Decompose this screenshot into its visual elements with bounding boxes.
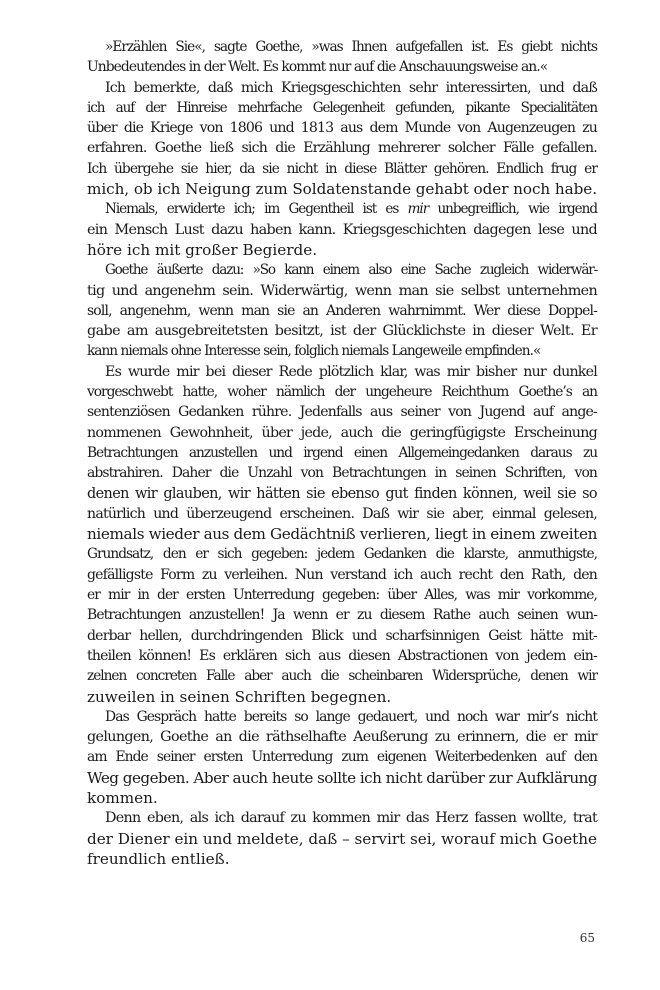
text-line: Das Gespräch hatte bereits so lange gedauert, und noch war mir’s nicht [105, 708, 597, 725]
text-line: er mir in der ersten Unterredung gegeben: über Alles, was mir vorkomme, [87, 587, 597, 604]
paragraph [87, 808, 597, 869]
text-line: tig und angenehm sein. Widerwärtig, wenn man sie selbst unternehmen [87, 282, 597, 299]
page-number: 65 [579, 931, 595, 945]
text-line: soll, angenehm, wenn man sie an Anderen wahrnimmt. Wer diese Doppel- [87, 302, 597, 319]
text-line: mich, ob ich Neigung zum Soldatenstande gehabt oder noch habe. [87, 180, 597, 199]
text-line: Es wurde mir bei dieser Rede plötzlich klar, was mir bisher nur dunkel [105, 363, 597, 380]
text-line: gefälligste Form zu verleihen. Nun verstand ich auch recht den Rath, den [87, 566, 597, 583]
text-line: sentenziösen Gedanken rühre. Jedenfalls aus seiner von Jugend auf ange- [87, 404, 597, 421]
text-line: derbar hellen, durchdringenden Blick und scharfsinnigen Geist hätte mit- [87, 627, 597, 644]
emphasis: mir [407, 201, 429, 218]
paragraph [87, 78, 597, 200]
text-line: über die Kriege von 1806 und 1813 aus dem Munde von Augenzeugen zu [87, 120, 597, 137]
text-line: vorgeschwebt hatte, woher nämlich der ungeheure Reichthum Goethe’s an [87, 384, 597, 401]
text-line: ein Mensch Lust dazu haben kann. Kriegsgeschichten dagegen lese und [87, 221, 597, 238]
text-line: ich auf der Hinreise mehrfache Gelegenheit gefunden, pikante Specialitäten [87, 99, 597, 116]
paragraph [87, 362, 597, 707]
text-line: Ich übergehe sie hier, da sie nicht in diese Blätter gehören. Endlich frug er [87, 160, 597, 177]
text-line: erfahren. Goethe ließ sich die Erzählung mehrerer solcher Fälle gefallen. [87, 140, 597, 157]
text-line: gelungen, Goethe an die räthselhafte Aeußerung zu erinnern, die er mir [87, 729, 597, 746]
paragraph [87, 37, 597, 78]
text-line: zuweilen in seinen Schriften begegnen. [87, 687, 392, 706]
text-line: Betrachtungen anzustellen und irgend einen Allgemeingedanken daraus zu [87, 444, 597, 461]
text-line: Denn eben, als ich darauf zu kommen mir das Herz fassen wollte, trat [105, 810, 597, 827]
text-line: am Ende seiner ersten Unterredung zum eigenen Weiterbedenken auf den [87, 749, 597, 766]
paragraph [87, 260, 597, 361]
text-line: höre ich mit großer Begierde. [87, 240, 318, 259]
text-line: der Diener ein und meldete, daß – servirt sei, worauf mich Goethe [87, 829, 597, 848]
text-line: Grundsatz, den er sich gegeben: jedem Gedanken die klarste, anmuthigste, [87, 546, 597, 563]
text-line: freundlich entließ. [87, 849, 230, 868]
body-text [87, 37, 597, 869]
text-line: Betrachtungen anzustellen! Ja wenn er zu diesem Rathe auch seinen wun- [87, 607, 597, 624]
text-line: natürlich und überzeugend erscheinen. Daß wir sie aber, einmal gelesen, [87, 505, 597, 522]
paragraph [87, 707, 597, 808]
text-line: niemals wieder aus dem Gedächtniß verlieren, liegt in einem zweiten [87, 525, 597, 544]
text-line: Weg gegeben. Aber auch heute sollte ich nicht darüber zur Aufklärung [87, 768, 597, 787]
text-line: zelnen concreten Falle aber auch die scheinbaren Widersprüche, denen wir [87, 668, 597, 685]
text-line: Niemals, erwiderte ich; im Gegentheil ist es mir unbegreiflich, wie irgend [105, 201, 597, 218]
text-line: gabe am ausgebreitetsten besitzt, ist der Glücklichste in dieser Welt. Er [87, 323, 597, 340]
text-line: »Erzählen Sie«, sagte Goethe, »was Ihnen aufgefallen ist. Es giebt nichts [105, 39, 597, 55]
text-line: kommen. [87, 788, 158, 807]
text-line: Unbedeutendes in der Welt. Es kommt nur auf die Anschauungsweise an.« [87, 59, 548, 76]
text-line: Goethe äußerte dazu: »So kann einem also eine Sache zugleich widerwär- [105, 262, 597, 279]
text-line: nommenen Gewohnheit, über jede, auch die geringfügigste Erscheinung [87, 424, 597, 441]
text-line: Ich bemerkte, daß mich Kriegsgeschichten sehr interessirten, und daß [105, 79, 597, 96]
text-line: denen wir glauben, wir hätten sie ebenso gut finden können, weil sie so [87, 485, 597, 502]
text-line: abstrahiren. Daher die Unzahl von Betrachtungen in seinen Schriften, von [87, 465, 597, 482]
text-line: theilen können! Es erklären sich aus diesen Abstractionen von jedem ein- [87, 647, 597, 664]
text-line: kann niemals ohne Interesse sein, folglich niemals Langeweile empfinden.« [87, 343, 541, 360]
paragraph [87, 199, 597, 260]
